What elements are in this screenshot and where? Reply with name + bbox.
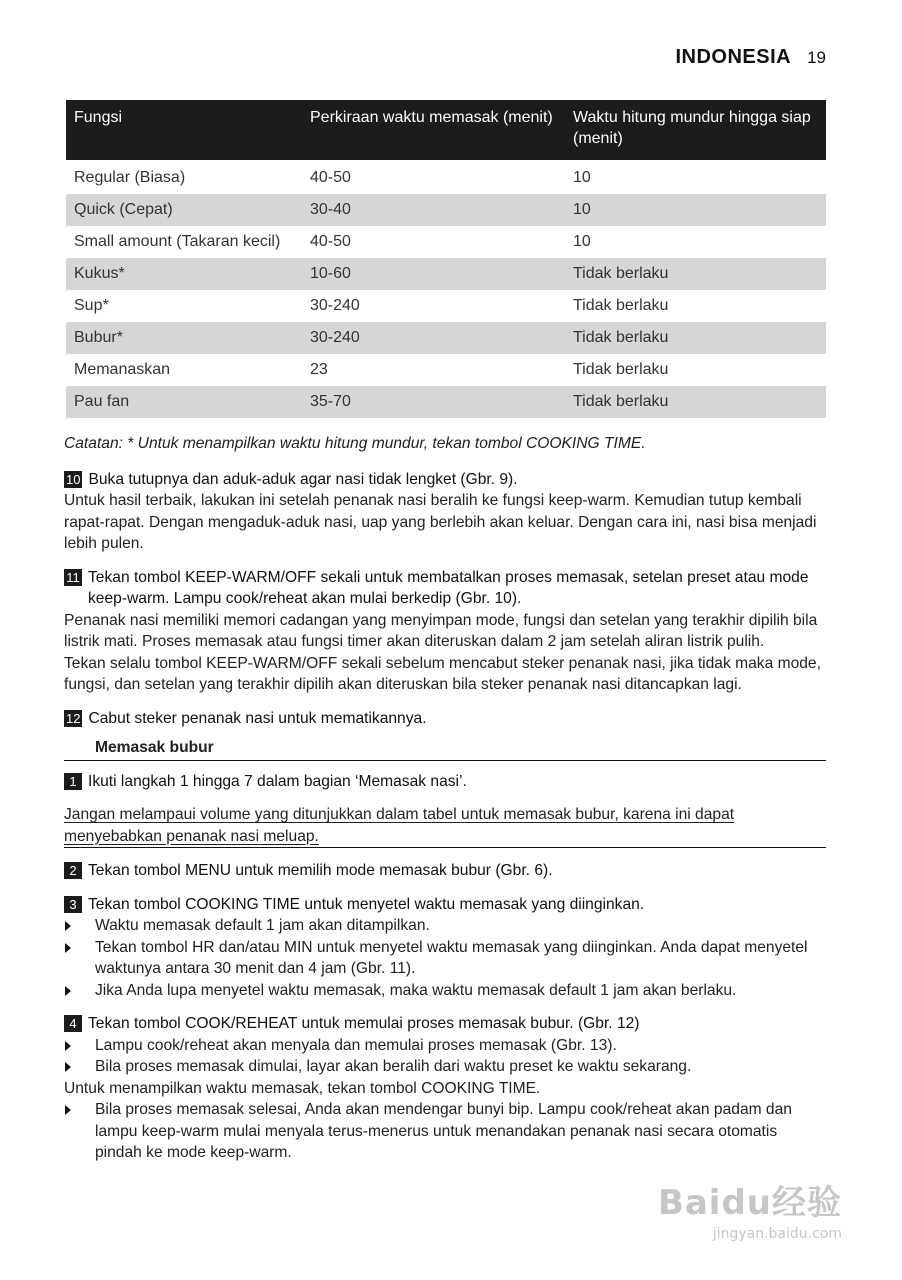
table-header-cell: Waktu hitung mundur hingga siap (menit) (565, 100, 826, 160)
bullet-item (64, 1035, 826, 1057)
step-11 (64, 567, 826, 610)
table-row (66, 194, 826, 226)
bullet-arrow-icon (64, 1099, 95, 1120)
table-header-row (66, 100, 826, 160)
step-11-detail-2: Tekan selalu tombol KEEP-WARM/OFF sekali sebelum mencabut steker penanak nasi, jika tidak maka mode, fungsi, dan setelan yang terakhir dipilih akan diteruskan bila steker penanak nasi ditancapkan lagi. (64, 654, 821, 693)
table-cell: Kukus* (66, 258, 302, 290)
table-cell: 30-40 (302, 194, 565, 226)
table-row (66, 290, 826, 322)
bullet-text: Bila proses memasak selesai, Anda akan mendengar bunyi bip. Lampu cook/reheat akan padam dan lampu keep-warm mulai menyala terus-menerus untuk menandakan penanak nasi secara otomatis pindah ke mode keep-warm. (95, 1101, 792, 1161)
table-cell: Pau fan (66, 386, 302, 418)
table-row (66, 322, 826, 354)
step-10-detail: Untuk hasil terbaik, lakukan ini setelah penanak nasi beralih ke fungsi keep-warm. Kemudian tutup kembali rapat-rapat. Dengan mengaduk-aduk nasi, uap yang berlebih akan keluar. Dengan cara ini, nasi bisa menjadi lebih pulen. (64, 492, 817, 552)
step-text: Cabut steker penanak nasi untuk mematikannya. (88, 709, 427, 727)
step-text: Tekan tombol MENU untuk memilih mode memasak bubur (Gbr. 6). (88, 862, 553, 879)
table-cell: 10 (573, 169, 591, 186)
step-number: 11 (64, 569, 82, 586)
bullet-text: Bila proses memasak dimulai, layar akan beralih dari waktu preset ke waktu sekarang. (95, 1058, 692, 1075)
table-header-cell: Perkiraan waktu memasak (menit) (302, 100, 565, 160)
table-cell: 40-50 (310, 169, 351, 186)
instructions (64, 433, 826, 1164)
table-cell: 40-50 (310, 233, 351, 250)
table-cell: 35-70 (302, 386, 565, 418)
bullet-arrow-icon (64, 937, 95, 958)
bullet-item (64, 937, 826, 980)
bullet-text: Waktu memasak default 1 jam akan ditampilkan. (95, 917, 430, 934)
step-4-detail: Untuk menampilkan waktu memasak, tekan tombol COOKING TIME. (64, 1079, 541, 1097)
bullet-text: Tekan tombol HR dan/atau MIN untuk menyetel waktu memasak yang diinginkan. Anda dapat menyetel waktunya antara 30 menit dan 4 jam (Gbr. 11). (95, 938, 808, 977)
bullet-item (64, 980, 826, 1002)
step-number: 4 (64, 1015, 82, 1032)
bullet-item (64, 1099, 826, 1164)
table-cell: Tidak berlaku (565, 258, 826, 290)
step-text: Tekan tombol KEEP-WARM/OFF sekali untuk membatalkan proses memasak, setelan preset atau mode keep-warm. Lampu cook/reheat akan mulai berkedip (Gbr. 10). (88, 568, 809, 607)
table-cell: Tidak berlaku (565, 322, 826, 354)
bullet-arrow-icon (64, 1035, 95, 1056)
bullet-arrow-icon (64, 1056, 95, 1077)
step-text: Tekan tombol COOK/REHEAT untuk memulai proses memasak bubur. (Gbr. 12) (88, 1015, 640, 1032)
table-cell: 30-240 (302, 322, 565, 354)
table-cell: Regular (Biasa) (74, 169, 186, 186)
step-number: 12 (66, 710, 81, 726)
step-number: 1 (64, 773, 82, 790)
warning-line: Jangan melampaui volume yang ditunjukkan dalam tabel untuk memasak bubur, karena ini dapat (64, 806, 735, 823)
warning-text (64, 804, 826, 848)
step-number: 2 (64, 862, 82, 879)
table-cell: 10-60 (302, 258, 565, 290)
language-label: INDONESIA (675, 46, 792, 68)
table-row (66, 226, 826, 258)
table-cell: Sup* (74, 297, 109, 314)
table-cell: Tidak berlaku (565, 386, 826, 418)
bullet-arrow-icon (64, 980, 95, 1001)
step-number: 3 (64, 896, 82, 913)
bubur-step-1 (64, 771, 826, 793)
watermark-logo: Baidu经验 (657, 1183, 842, 1223)
bullet-arrow-icon (64, 915, 95, 936)
function-table (66, 100, 826, 418)
table-cell: Quick (Cepat) (66, 194, 302, 226)
table-cell: Tidak berlaku (573, 361, 669, 378)
table-row (66, 258, 826, 290)
table-cell: Memanaskan (74, 361, 171, 378)
step-number: 10 (66, 471, 81, 487)
table-cell: 30-240 (310, 297, 360, 314)
bubur-step-2 (64, 860, 826, 882)
table-row (66, 386, 826, 418)
table-header-cell: Fungsi (66, 100, 302, 160)
table-row (66, 160, 826, 194)
section-title: Memasak bubur (64, 737, 826, 761)
table-cell: 10 (565, 194, 826, 226)
table-cell: 10 (573, 233, 591, 250)
bubur-step-4 (64, 1013, 826, 1035)
step-11-detail-1: Penanak nasi memiliki memori cadangan yang menyimpan mode, fungsi dan setelan yang terakhir dipilih bila listrik mati. Proses memasak atau fungsi timer akan diteruskan dalam 2 jam setelah aliran listrik pulih. (64, 611, 818, 650)
table-cell: Bubur* (66, 322, 302, 354)
step-text: Buka tutupnya dan aduk-aduk agar nasi tidak lengket (Gbr. 9). (88, 470, 518, 488)
step-text: Tekan tombol COOKING TIME untuk menyetel waktu memasak yang diinginkan. (88, 895, 645, 913)
step-text: Ikuti langkah 1 hingga 7 dalam bagian ‘Memasak nasi’. (88, 772, 467, 790)
watermark (658, 1175, 842, 1242)
table-cell: 23 (310, 361, 328, 378)
table-row (66, 354, 826, 386)
bullet-item (64, 1056, 826, 1078)
bullet-text: Lampu cook/reheat akan menyala dan memulai proses memasak (Gbr. 13). (95, 1036, 617, 1054)
step-12 (64, 708, 826, 730)
step-10 (64, 469, 826, 491)
bullet-text: Jika Anda lupa menyetel waktu memasak, maka waktu memasak default 1 jam akan berlaku. (95, 981, 737, 999)
bullet-item (64, 915, 826, 937)
warning-line: menyebabkan penanak nasi meluap. (64, 827, 319, 845)
table-cell: Small amount (Takaran kecil) (74, 233, 281, 250)
bubur-step-3 (64, 894, 826, 916)
table-cell: Tidak berlaku (573, 297, 669, 314)
page-number: 19 (807, 48, 826, 67)
watermark-url: jingyan.baidu.com (712, 1226, 842, 1242)
table-note: Catatan: * Untuk menampilkan waktu hitung mundur, tekan tombol COOKING TIME. (64, 435, 646, 452)
page-header (675, 46, 826, 69)
